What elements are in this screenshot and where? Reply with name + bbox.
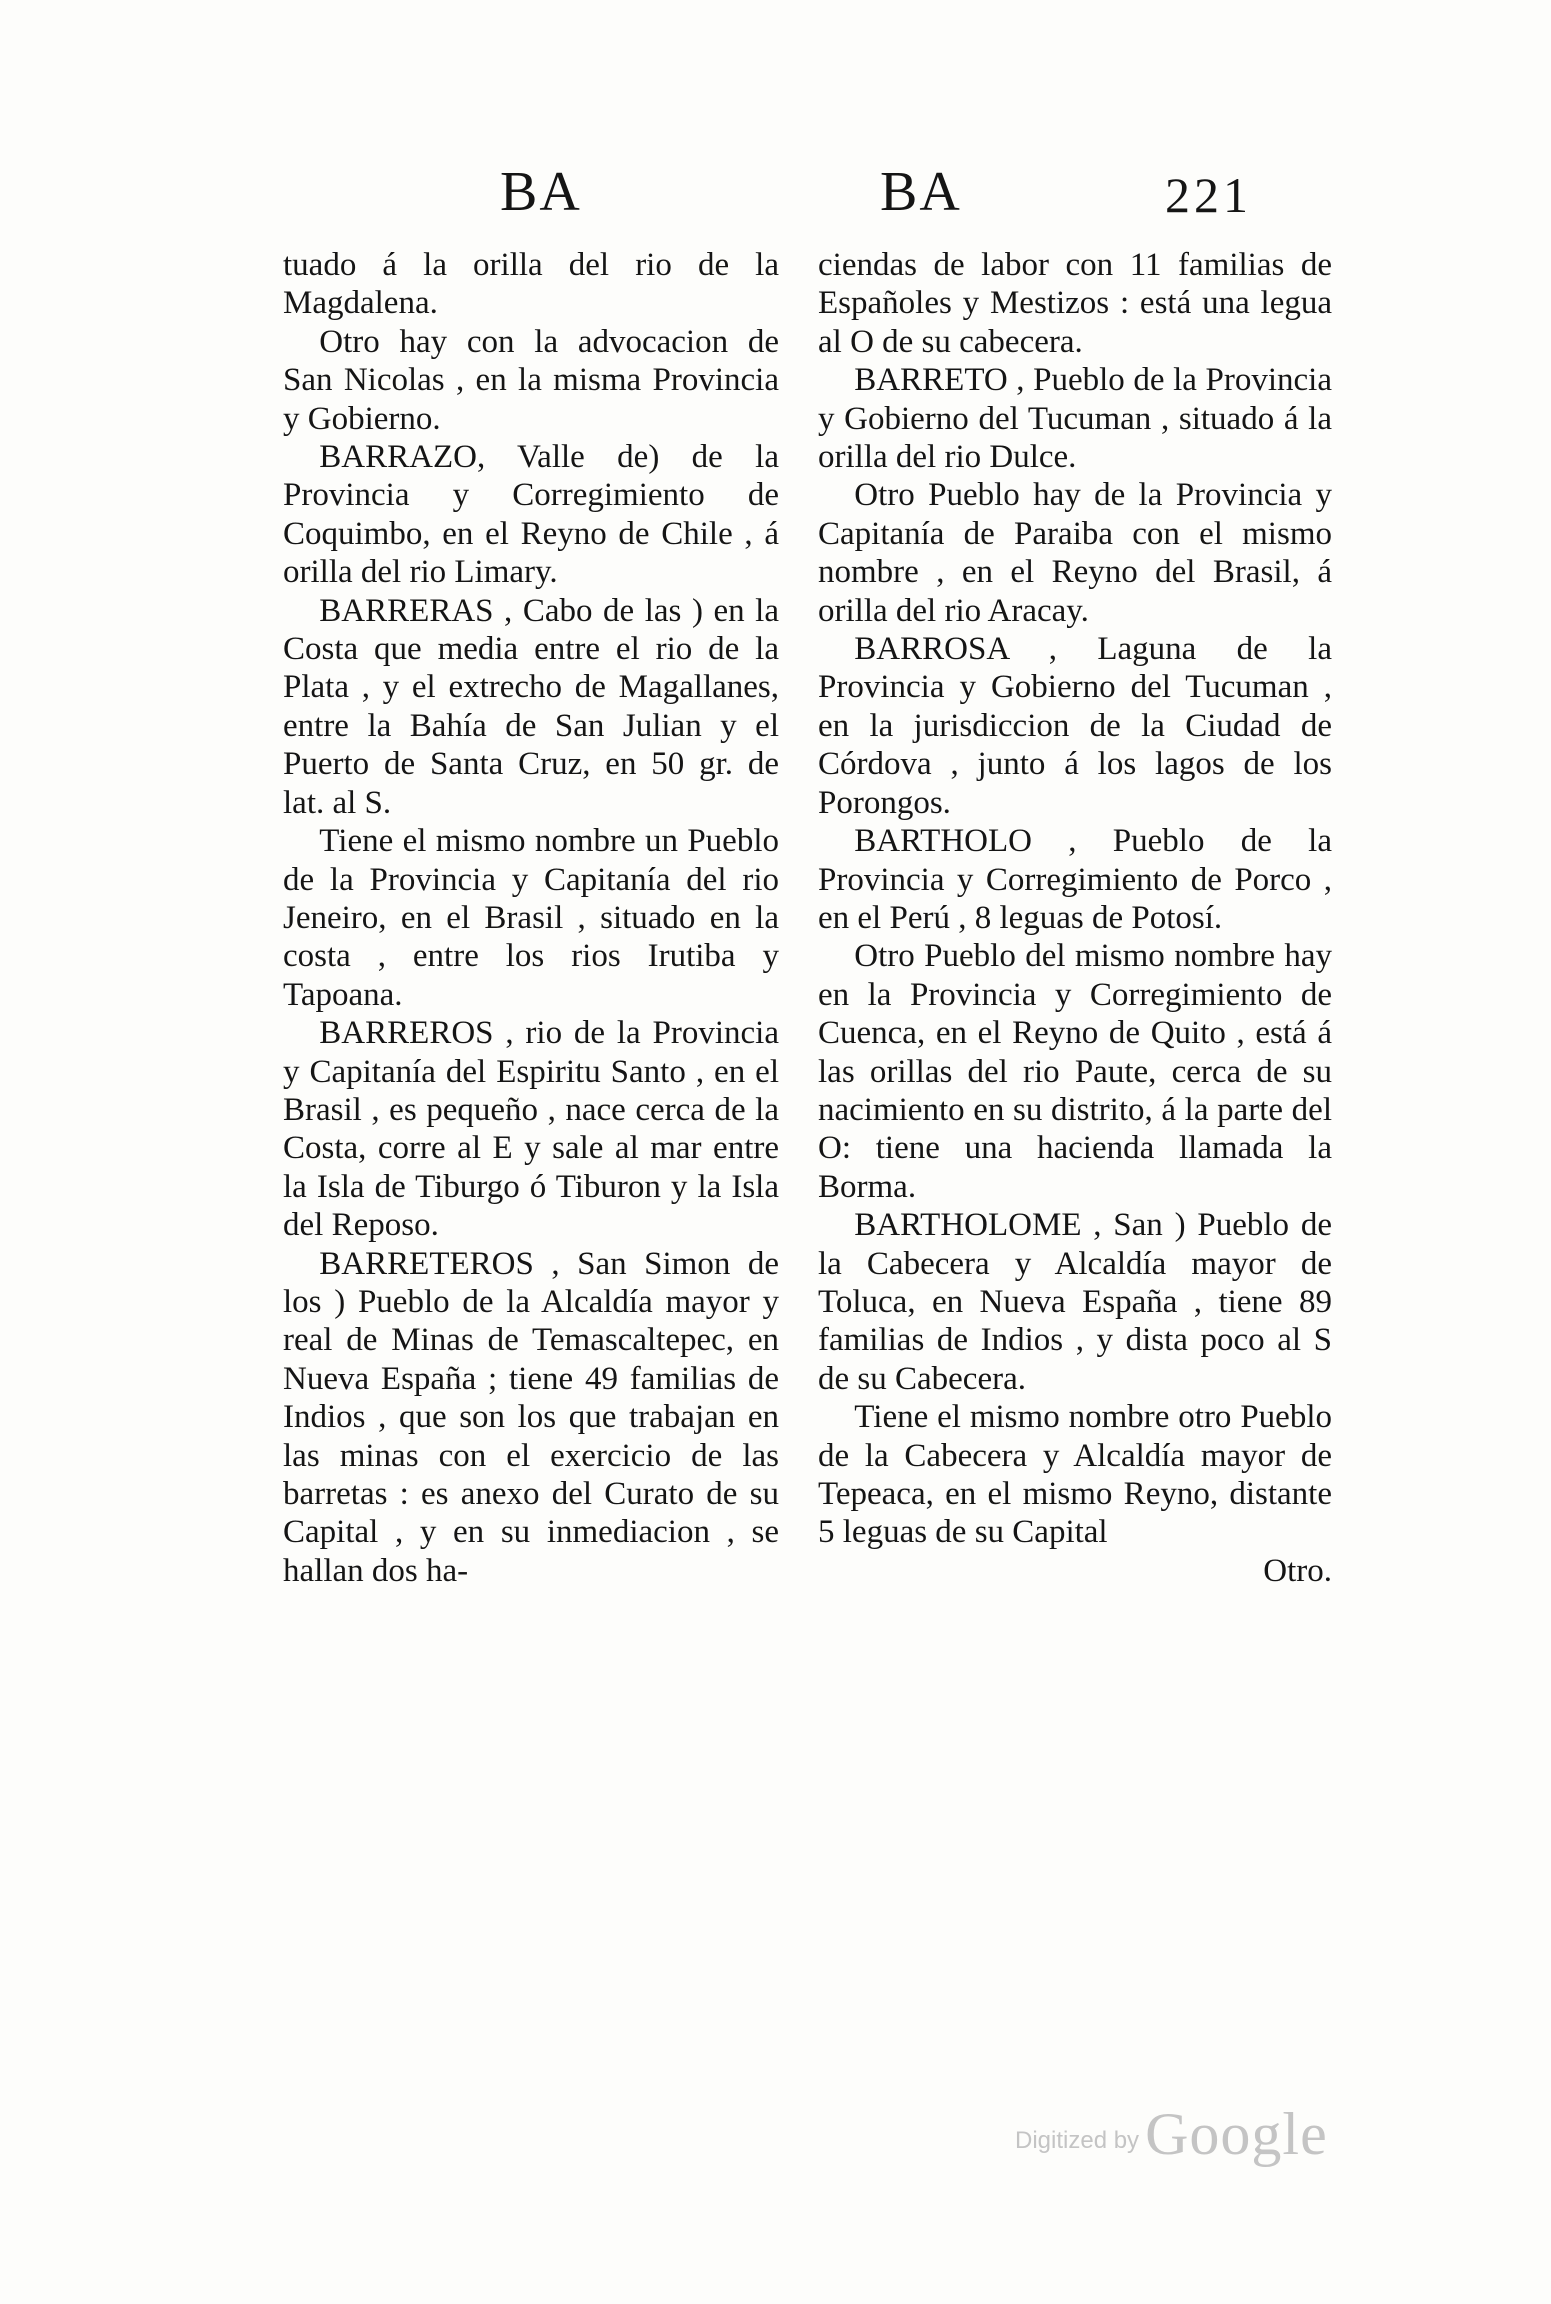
paragraph: Tiene el mismo nombre un Pueblo de la Provincia y Capitanía del rio Jeneiro, en el Brasil , situado en la costa , entre los rios Irutiba y Tapoana. [283, 823, 779, 1013]
dictionary-entry: BARRETEROS , San Simon de los ) Pueblo de la Alcaldía mayor y real de Minas de Temascaltepec, en Nueva España ; tiene 49 familias de Indios , que son los que trabajan en las minas con el exercicio de las barretas : es anexo del Curato de su Capital , y en su inmediacion , se hallan dos ha- [283, 1245, 779, 1589]
digitized-watermark [1015, 2100, 1328, 2169]
paragraph: Tiene el mismo nombre otro Pueblo de la Cabecera y Alcaldía mayor de Tepeaca, en el mismo Reyno, distante 5 leguas de su Capital [818, 1399, 1332, 1551]
dictionary-entry: BARROSA , Laguna de la Provincia y Gobierno del Tucuman , en la jurisdiccion de la Ciudad de Córdova , junto á los lagos de los Porongos. [818, 631, 1332, 821]
left-column [283, 246, 779, 1590]
running-header [0, 160, 1551, 240]
paragraph: Otro hay con la advocacion de San Nicolas , en la misma Provincia y Gobierno. [283, 323, 779, 437]
dictionary-entry: BARRAZO, Valle de) de la Provincia y Corregimiento de Coquimbo, en el Reyno de Chile , á orilla del rio Limary. [283, 439, 779, 591]
paragraph: Otro Pueblo hay de la Provincia y Capitanía de Paraiba con el mismo nombre , en el Reyno del Brasil, á orilla del rio Aracay. [818, 477, 1332, 629]
paragraph: ciendas de labor con 11 familias de Españoles y Mestizos : está una legua al O de su cabecera. [818, 247, 1332, 360]
header-left: BA [500, 161, 582, 223]
google-logo: Google [1145, 2101, 1328, 2167]
paragraph: tuado á la orilla del rio de la Magdalena. [283, 247, 779, 322]
dictionary-entry: BARTHOLO , Pueblo de la Provincia y Corregimiento de Porco , en el Perú , 8 leguas de Potosí. [818, 823, 1332, 936]
right-column [818, 246, 1332, 1590]
paragraph: Otro Pueblo del mismo nombre hay en la Provincia y Corregimiento de Cuenca, en el Reyno de Quito , está á las orillas del rio Paute, cerca de su nacimiento en su distrito, á la parte del O: tiene una hacienda llamada la Borma. [818, 938, 1332, 1205]
page-number: 221 [1165, 167, 1252, 223]
dictionary-entry: BARREROS , rio de la Provincia y Capitanía del Espiritu Santo , en el Brasil , es pequeño , nace cerca de la Costa, corre al E y sale al mar entre la Isla de Tiburgo ó Tiburon y la Isla del Reposo. [283, 1015, 779, 1244]
catchword: Otro. [1263, 1552, 1332, 1589]
dictionary-entry: BARRERAS , Cabo de las ) en la Costa que media entre el rio de la Plata , y el extrecho de Magallanes, entre la Bahía de San Julian y el Puerto de Santa Cruz, en 50 gr. de lat. al S. [283, 592, 779, 821]
digitized-label: Digitized by [1015, 2127, 1140, 2154]
dictionary-entry: BARTHOLOME , San ) Pueblo de la Cabecera y Alcaldía mayor de Toluca, en Nueva España , tiene 89 familias de Indios , y dista poco al S de su Cabecera. [818, 1207, 1332, 1397]
header-right: BA [880, 161, 962, 223]
dictionary-entry: BARRETO , Pueblo de la Provincia y Gobierno del Tucuman , situado á la orilla del rio Dulce. [818, 362, 1332, 476]
